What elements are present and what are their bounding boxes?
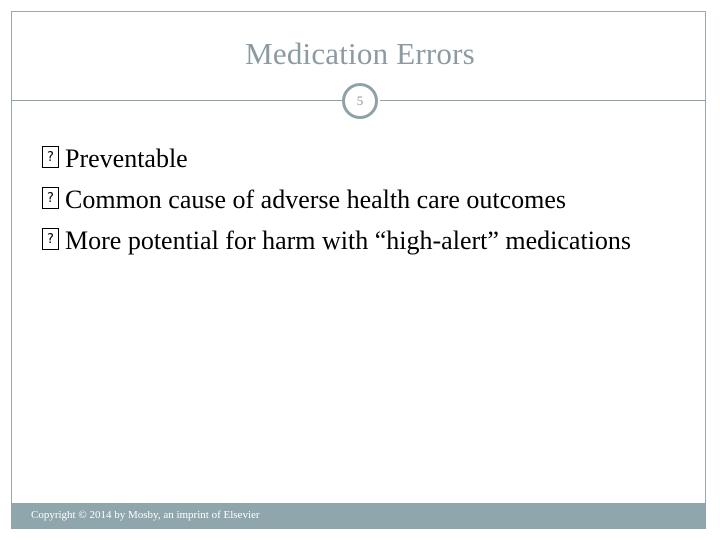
bullet-list (42, 142, 692, 265)
bullet-item (42, 224, 692, 257)
title-divider-left (11, 100, 342, 101)
bullet-text: More potential for harm with “high-alert” medications (65, 226, 632, 255)
bullet-item (42, 142, 692, 175)
missing-glyph-bullet-icon: ? (42, 187, 59, 209)
copyright-notice: Copyright © 2014 by Mosby, an imprint of Elsevier (31, 509, 260, 521)
missing-glyph-bullet-icon: ? (42, 228, 59, 250)
bullet-text: Preventable (65, 144, 188, 173)
bullet-text: Common cause of adverse health care outcomes (65, 185, 567, 214)
bullet-item (42, 183, 692, 216)
slide-number-badge: 5 (342, 83, 378, 119)
title-divider-right (380, 100, 706, 101)
missing-glyph-bullet-icon: ? (42, 146, 59, 168)
slide-title: Medication Errors (245, 36, 475, 71)
